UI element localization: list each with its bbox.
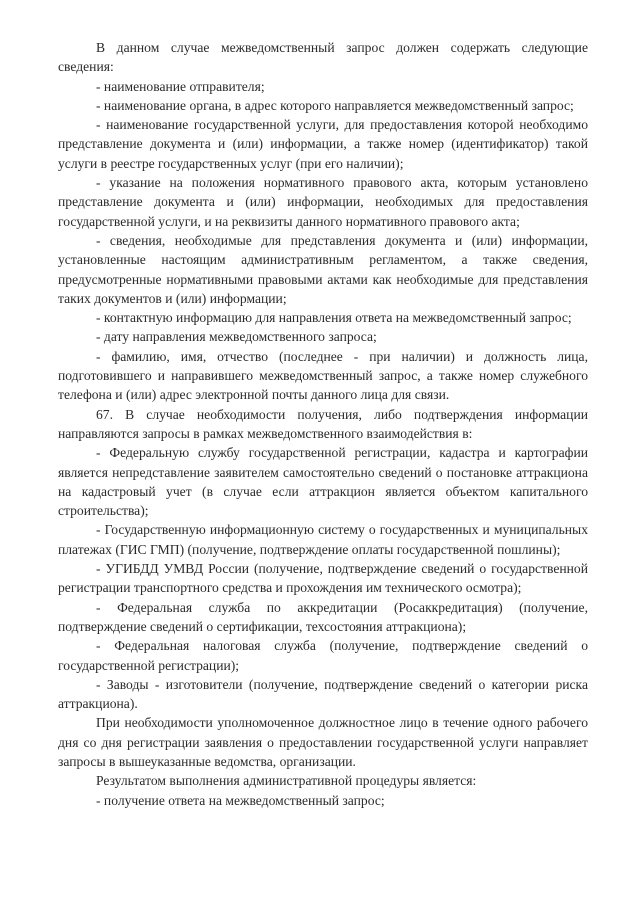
list-item-request-date: - дату направления межведомственного запроса; <box>96 329 377 345</box>
paragraph-section-67: 67. В случае необходимости получения, либо подтверждения информации направляются запросы в рамках межведомственного взаимодействия в: <box>58 406 588 441</box>
list-item-manufacturers: - Заводы - изготовители (получение, подтверждение сведений о категории риска аттракциона). <box>58 676 588 712</box>
list-item-rosreestr: - Федеральную службу государственной регистрации, кадастра и картографии является непредставление заявителем самостоятельно сведений о постановке аттракциона на кадастровый учет (в случае если аттракцион является объектом капитального строительства); <box>58 445 588 519</box>
list-item-service-name: - наименование государственной услуги, для предоставления которой необходимо представление документа и (или) информации, а также номер (идентификатор) такой услуги в реестре государственных услуг (при его наличии); <box>58 117 588 171</box>
list-item-responsible-person: - фамилию, имя, отчество (последнее - при наличии) и должность лица, подготовившего и направившего межведомственный запрос, а также номер служебного телефона и (или) адрес электронной почты данного лица для связи. <box>58 348 588 403</box>
paragraph-intro: В данном случае межведомственный запрос должен содержать следующие сведения: <box>58 40 588 75</box>
list-item-tax-service: - Федеральная налоговая служба (получение, подтверждение сведений о государственной регистрации); <box>58 638 588 673</box>
list-item-gis-gmp: - Государственную информационную систему о государственных и муниципальных платежах (ГИС ГМП) (получение, подтверждение оплаты государственной пошлины); <box>58 522 588 557</box>
list-item-sender: - наименование отправителя; <box>96 78 265 94</box>
list-item-legal-act: - указание на положения нормативного правового акта, которым установлено представление документа и (или) информации, необходимых для предоставления государственной услуги, и на реквизиты данного нормативного правового акта; <box>58 175 588 229</box>
list-item-result-response: - получение ответа на межведомственный запрос; <box>96 792 385 808</box>
list-item-required-info: - сведения, необходимые для представления документа и (или) информации, установленные настоящим административным регламентом, а также сведения, предусмотренные нормативными правовыми актами как необходимые для представления таких документов и (или) информации; <box>58 232 588 306</box>
paragraph-result-heading: Результатом выполнения административной процедуры является: <box>96 773 477 789</box>
list-item-contact-info: - контактную информацию для направления ответа на межведомственный запрос; <box>96 310 572 326</box>
list-item-recipient-body: - наименование органа, в адрес которого направляется межведомственный запрос; <box>96 97 574 113</box>
document-page <box>58 38 588 810</box>
paragraph-official-duty: При необходимости уполномоченное должностное лицо в течение одного рабочего дня со дня регистрации заявления о предоставлении государственной услуги направляет запросы в вышеуказанные ведомства, организации. <box>58 715 588 769</box>
list-item-rosaccreditation: - Федеральная служба по аккредитации (Росаккредитация) (получение, подтверждение сведений о сертификации, техсостояния аттракциона); <box>58 599 588 634</box>
list-item-ugibdd: - УГИБДД УМВД России (получение, подтверждение сведений о государственной регистрации транспортного средства и прохождения им технического осмотра); <box>58 561 588 596</box>
